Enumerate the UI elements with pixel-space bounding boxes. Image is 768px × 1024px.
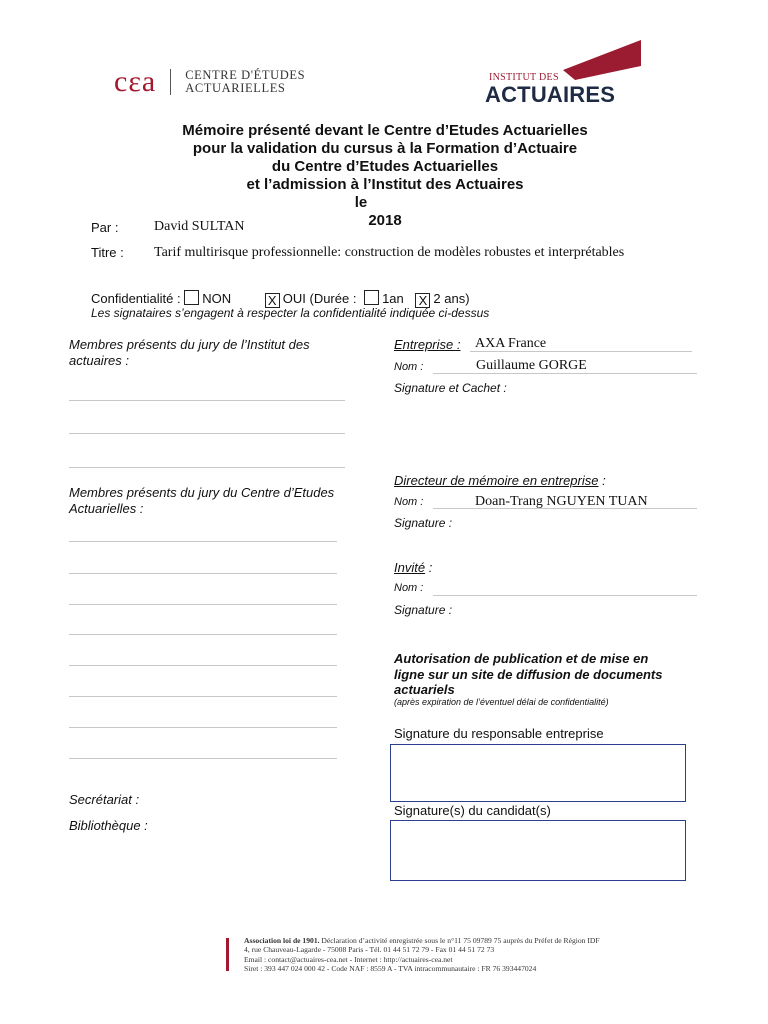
cea-logo — [114, 66, 305, 98]
title-line3: du Centre d’Etudes Actuarielles — [271, 158, 499, 175]
title-line1: Mémoire présenté devant le Centre d’Etudes Actuarielles — [182, 122, 588, 139]
confidentiality-label: Confidentialité : — [91, 291, 181, 306]
document-title — [80, 122, 690, 230]
invite-nom-label: Nom : — [394, 582, 424, 594]
invite-heading — [394, 560, 432, 575]
par-value: David SULTAN — [154, 219, 245, 234]
footer-accent-bar — [226, 938, 229, 971]
oui-label: OUI (Durée : — [282, 291, 357, 306]
cea-logo-name-line1: CENTRE D'ÉTUDES — [185, 68, 306, 82]
cea-logo-mark: cεa — [114, 65, 157, 98]
titre-value: Tarif multirisque professionnelle: construction de modèles robustes et interprétables — [154, 245, 625, 260]
entreprise-label: Entreprise : — [394, 337, 461, 352]
cea-logo-separator — [170, 69, 171, 95]
cea-jury-line-5[interactable] — [69, 665, 337, 666]
title-line2: pour la validation du cursus à la Formation d’Actuaire — [192, 140, 578, 157]
invite-signature-label: Signature : — [394, 603, 453, 617]
one-year-checkbox[interactable] — [364, 290, 379, 305]
par-label: Par : — [91, 220, 119, 235]
sig-responsable-label: Signature du responsable entreprise — [394, 726, 604, 741]
entreprise-nom-line[interactable] — [433, 373, 697, 374]
ia-jury-label: Membres présents du jury de l’Institut des actuaires : — [69, 337, 310, 368]
invite-nom-line[interactable] — [433, 595, 697, 596]
cea-jury-label: Membres présents du jury du Centre d’Etudes Actuarielles : — [69, 485, 335, 516]
cea-jury-line-2[interactable] — [69, 573, 337, 574]
signature-cachet-label: Signature et Cachet : — [394, 381, 507, 395]
non-label: NON — [202, 291, 232, 306]
sig-candidat-box[interactable] — [390, 820, 686, 881]
ia-logo-line2: ACTUAIRES — [485, 82, 616, 107]
footer-line4: Siret : 393 447 024 000 42 - Code NAF : 8559 A - TVA intracommunautaire : FR 76 393447024 — [244, 963, 537, 973]
entreprise-line[interactable] — [470, 351, 692, 352]
autorisation-line1: Autorisation de publication et de mise en — [394, 651, 649, 666]
cea-jury-line-1[interactable] — [69, 541, 337, 542]
directeur-nom-line[interactable] — [433, 508, 697, 509]
cea-jury-line-8[interactable] — [69, 758, 337, 759]
cea-logo-name — [185, 69, 305, 95]
ia-jury-line-3[interactable] — [69, 467, 345, 468]
non-checkbox[interactable] — [184, 290, 199, 305]
footer-line1-bold: Association loi de 1901. — [244, 936, 320, 945]
footer — [244, 936, 600, 973]
sig-candidat-label: Signature(s) du candidat(s) — [394, 803, 551, 818]
entreprise-nom-label: Nom : — [394, 361, 424, 373]
title-year: 2018 — [368, 212, 402, 229]
confidentiality-note: Les signataires s’engagent à respecter la confidentialité indiquée ci-dessus — [91, 306, 490, 320]
footer-line2: 4, rue Chauveau-Lagarde - 75008 Paris - Tél. 01 44 51 72 79 - Fax 01 44 51 72 73 — [244, 945, 495, 955]
institut-des-actuaires-logo — [485, 40, 645, 108]
footer-line1-rest: Déclaration d’activité enregistrée sous le n°11 75 09789 75 auprès du Préfet de Région IDF — [319, 936, 600, 945]
directeur-heading — [394, 473, 606, 488]
autorisation-line3: actuariels — [394, 682, 455, 697]
footer-line3: Email : contact@actuaires-cea.net - Internet : http://actuaires-cea.net — [244, 954, 453, 964]
secretariat-label: Secrétariat : — [69, 792, 140, 807]
title-le: le — [354, 194, 368, 211]
ia-jury-line-1[interactable] — [69, 400, 345, 401]
titre-label: Titre : — [91, 245, 124, 260]
invite-colon: : — [428, 560, 433, 575]
entreprise-nom-value: Guillaume GORGE — [476, 358, 587, 373]
directeur-label: Directeur de mémoire en entreprise — [394, 473, 599, 488]
autorisation-note: (après expiration de l’éventuel délai de confidentialité) — [394, 697, 609, 707]
sig-responsable-box[interactable] — [390, 744, 686, 802]
oui-checkbox[interactable]: X — [265, 293, 280, 308]
cea-logo-name-line2: ACTUARIELLES — [185, 81, 286, 95]
entreprise-value: AXA France — [475, 336, 547, 351]
one-year-label: 1an — [382, 291, 404, 306]
cea-jury-line-3[interactable] — [69, 604, 337, 605]
two-years-label: 2 ans) — [433, 291, 470, 306]
invite-label: Invité — [394, 560, 426, 575]
directeur-nom-value: Doan-Trang NGUYEN TUAN — [475, 494, 648, 509]
ia-logo-line1: INSTITUT DES — [489, 72, 559, 83]
footer-line1 — [244, 936, 600, 945]
cea-jury-line-6[interactable] — [69, 696, 337, 697]
ia-jury-line-2[interactable] — [69, 433, 345, 434]
directeur-nom-label: Nom : — [394, 496, 424, 508]
bibliotheque-label: Bibliothèque : — [69, 818, 148, 833]
two-years-checkbox[interactable]: X — [415, 293, 430, 308]
autorisation-heading — [394, 651, 662, 698]
cea-jury-line-4[interactable] — [69, 634, 337, 635]
title-line4: et l’admission à l’Institut des Actuaires — [246, 176, 524, 193]
directeur-colon: : — [602, 473, 606, 488]
directeur-signature-label: Signature : — [394, 516, 453, 530]
cea-jury-line-7[interactable] — [69, 727, 337, 728]
autorisation-line2: ligne sur un site de diffusion de documents — [394, 666, 663, 682]
